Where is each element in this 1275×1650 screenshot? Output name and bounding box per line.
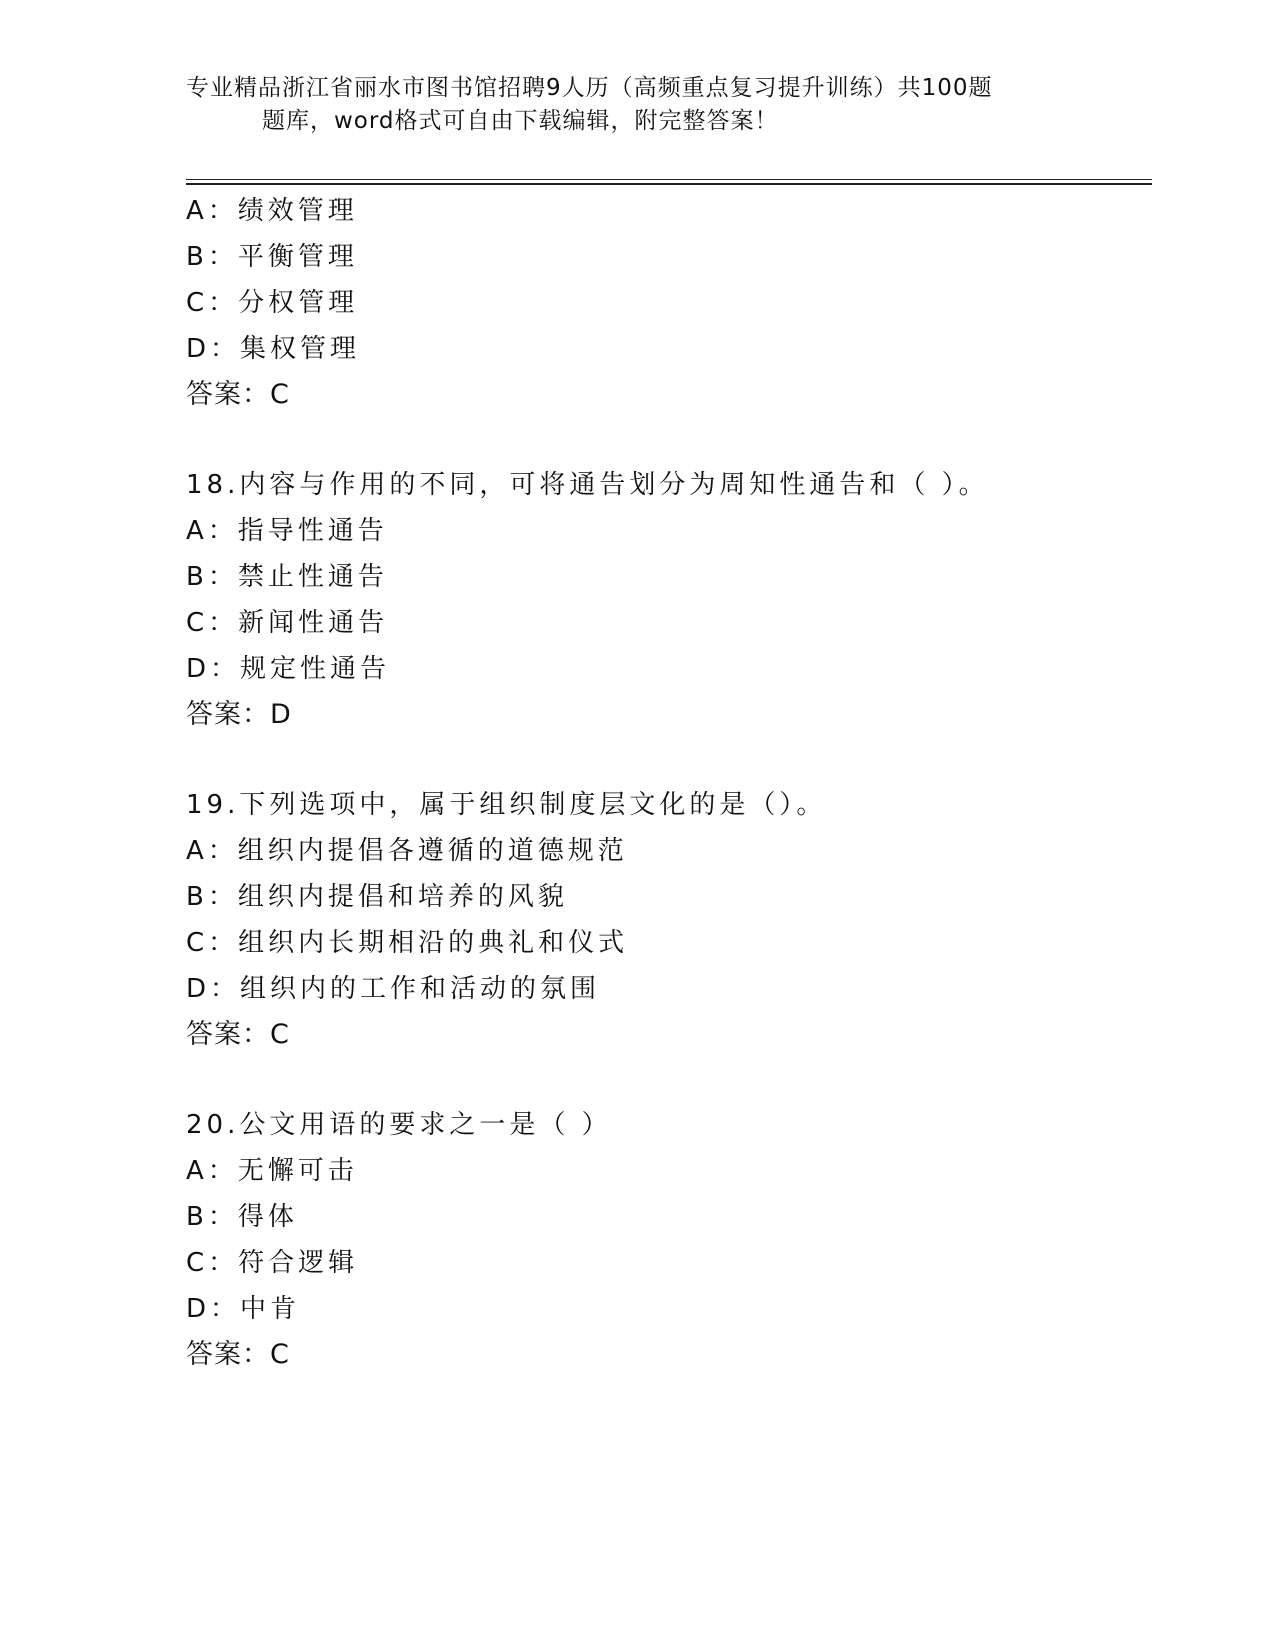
option-b: B：得体: [186, 1202, 298, 1232]
question-block-20: [186, 1102, 1146, 1378]
option-c: C：符合逻辑: [186, 1248, 359, 1278]
option-a: A：无懈可击: [186, 1156, 358, 1186]
option-d: D：中肯: [186, 1294, 301, 1324]
question-block-18: [186, 462, 1146, 738]
question-block-17: [186, 188, 1146, 418]
option-c: C：新闻性通告: [186, 608, 389, 638]
document-header: [186, 72, 1066, 138]
header-rule-thin: [186, 179, 1152, 180]
option-d: D：集权管理: [186, 334, 361, 364]
option-a: A：绩效管理: [186, 196, 358, 226]
spacer: [186, 738, 1146, 782]
spacer: [186, 418, 1146, 462]
header-line-1: 专业精品浙江省丽水市图书馆招聘9人历（高频重点复习提升训练）共100题: [186, 75, 993, 101]
option-a: A：组织内提倡各遵循的道德规范: [186, 836, 628, 866]
question-title: 19.下列选项中，属于组织制度层文化的是（）。: [186, 790, 827, 820]
option-b: B：平衡管理: [186, 242, 358, 272]
answer: 答案：C: [186, 1339, 290, 1370]
option-a: A：指导性通告: [186, 516, 388, 546]
question-title: 20.公文用语的要求之一是（ ）: [186, 1110, 612, 1140]
spacer: [186, 1058, 1146, 1102]
option-c: C：分权管理: [186, 288, 359, 318]
question-list: [186, 188, 1146, 1378]
answer: 答案：C: [186, 379, 290, 410]
option-d: D：规定性通告: [186, 654, 391, 684]
header-rule-thick: [186, 183, 1152, 185]
option-d: D：组织内的工作和活动的氛围: [186, 974, 601, 1004]
answer: 答案：C: [186, 1019, 290, 1050]
header-line-2: 题库，word格式可自由下载编辑，附完整答案！: [262, 108, 779, 134]
option-c: C：组织内长期相沿的典礼和仪式: [186, 928, 629, 958]
question-block-19: [186, 782, 1146, 1058]
question-title: 18.内容与作用的不同，可将通告划分为周知性通告和（ ）。: [186, 470, 989, 500]
option-b: B：禁止性通告: [186, 562, 388, 592]
option-b: B：组织内提倡和培养的风貌: [186, 882, 568, 912]
answer: 答案：D: [186, 699, 292, 730]
